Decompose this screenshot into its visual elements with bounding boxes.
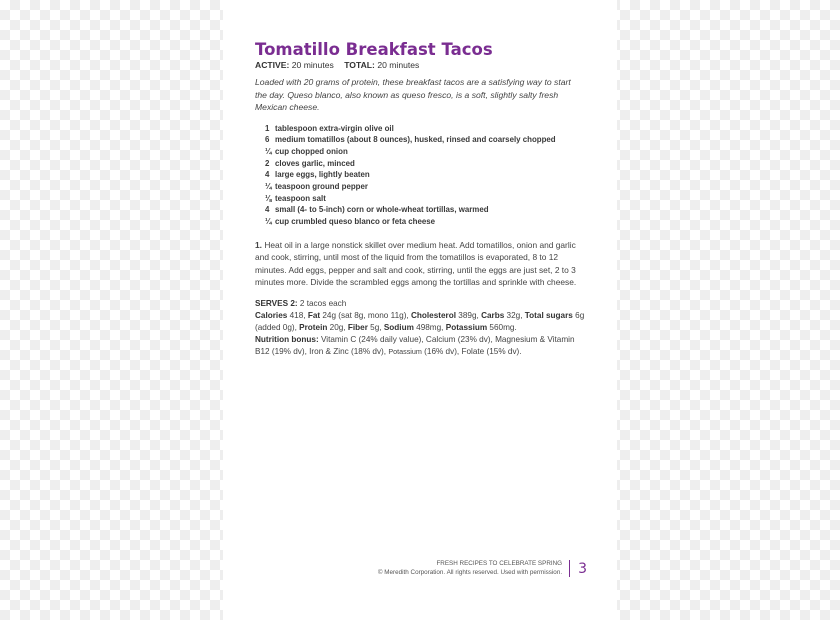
total-label: TOTAL: (344, 60, 375, 70)
ingredient-text: cloves garlic, minced (275, 158, 355, 168)
sugars-label: Total sugars (524, 311, 573, 321)
active-label: ACTIVE: (255, 60, 290, 70)
ingredient-text: cup chopped onion (275, 146, 348, 156)
page-number: 3 (578, 560, 587, 577)
ingredient-list (265, 123, 585, 228)
ingredient-item (265, 134, 585, 146)
bonus-potassium: Potassium (388, 346, 422, 356)
ingredient-item (265, 216, 585, 228)
ingredient-item (265, 146, 585, 158)
ingredient-qty: ¼ (265, 217, 272, 227)
total-value: 20 minutes (377, 60, 420, 70)
protein-label: Protein (299, 323, 328, 333)
recipe-page (223, 0, 617, 620)
ingredient-text: large eggs, lightly beaten (275, 170, 370, 180)
ingredient-item (265, 158, 585, 170)
serves-value: 2 tacos each (297, 299, 347, 309)
calories-label: Calories (255, 311, 288, 321)
bonus-text: Vitamin C (24% daily value), Calcium (23% dv), Magnesium & Vitamin B12 (19% dv), Iron & Zinc (18% dv), (255, 334, 575, 356)
ingredient-item (265, 169, 585, 181)
cholesterol-label: Cholesterol (410, 311, 457, 321)
ingredient-text: cup crumbled queso blanco or feta cheese (275, 217, 436, 227)
ingredient-qty: ⅛ (265, 193, 272, 203)
fiber-value: 5g, (367, 323, 384, 333)
protein-value: 20g, (327, 323, 348, 333)
fat-value: 24g (sat 8g, mono 11g), (320, 311, 411, 321)
ingredient-item (265, 204, 585, 216)
recipe-content (255, 40, 585, 357)
potassium-value: 560mg. (487, 323, 517, 333)
footer-text (378, 560, 562, 577)
fiber-label: Fiber (347, 323, 368, 333)
footer-copyright: © Meredith Corporation. All rights reserved. Used with permission. (377, 568, 563, 576)
ingredient-qty: 6 (265, 135, 270, 145)
ingredient-text: medium tomatillos (about 8 ounces), husked, rinsed and coarsely chopped (275, 135, 556, 145)
potassium-label: Potassium (445, 323, 488, 333)
fat-label: Fat (307, 311, 321, 321)
direction-number: 1. (255, 239, 262, 250)
ingredient-qty: 2 (265, 158, 270, 168)
ingredient-item (265, 123, 585, 135)
sodium-label: Sodium (383, 323, 414, 333)
carbs-label: Carbs (481, 311, 505, 321)
recipe-direction (255, 239, 585, 289)
bonus-label: Nutrition bonus: (255, 334, 319, 344)
direction-text: Heat oil in a large nonstick skillet over medium heat. Add tomatillos, onion and garlic and cook, stirring, until most of the liquid from the tomatillos is evaporated, 8 to 12 minutes. Add eggs, pepper and salt and cook, stirring, until the eggs are just set, 2 to 3 minutes more. Divide the scrambled eggs among the tortillas and sprinkle with cheese. (255, 239, 577, 288)
ingredient-qty: 4 (265, 170, 270, 180)
ingredient-text: small (4- to 5-inch) corn or whole-wheat tortillas, warmed (275, 205, 489, 215)
ingredient-text: tablespoon extra-virgin olive oil (275, 123, 394, 133)
footer-divider (569, 560, 570, 577)
footer-series-title: FRESH RECIPES TO CELEBRATE SPRING (436, 560, 563, 567)
serves-line (255, 298, 585, 310)
sugars-value: 6g (added 0g), (255, 311, 585, 333)
nutrition-facts (255, 310, 585, 334)
sodium-value: 498mg, (413, 323, 446, 333)
active-value: 20 minutes (291, 60, 334, 70)
ingredient-item (265, 193, 585, 205)
recipe-times (255, 60, 585, 71)
ingredient-qty: ¼ (265, 182, 272, 192)
ingredient-text: teaspoon ground pepper (275, 182, 368, 192)
ingredient-qty: ¼ (265, 146, 272, 156)
ingredient-qty: 1 (265, 123, 270, 133)
ingredient-qty: 4 (265, 205, 270, 215)
ingredient-text: teaspoon salt (275, 193, 326, 203)
page-footer (378, 560, 587, 577)
calories-value: 418, (287, 311, 308, 321)
ingredient-item (265, 181, 585, 193)
recipe-intro: Loaded with 20 grams of protein, these breakfast tacos are a satisfying way to start the day. Queso blanco, also known as queso fresco, is a soft, slightly salty fresh Mexican cheese. (255, 77, 571, 112)
recipe-title: Tomatillo Breakfast Tacos (255, 40, 493, 59)
serves-label: SERVES 2: (255, 299, 298, 309)
bonus-text-end: (16% dv), Folate (15% dv). (421, 346, 522, 356)
nutrition-bonus (255, 334, 585, 358)
cholesterol-value: 389g, (456, 311, 482, 321)
carbs-value: 32g, (504, 311, 525, 321)
nutrition-info (255, 298, 585, 357)
